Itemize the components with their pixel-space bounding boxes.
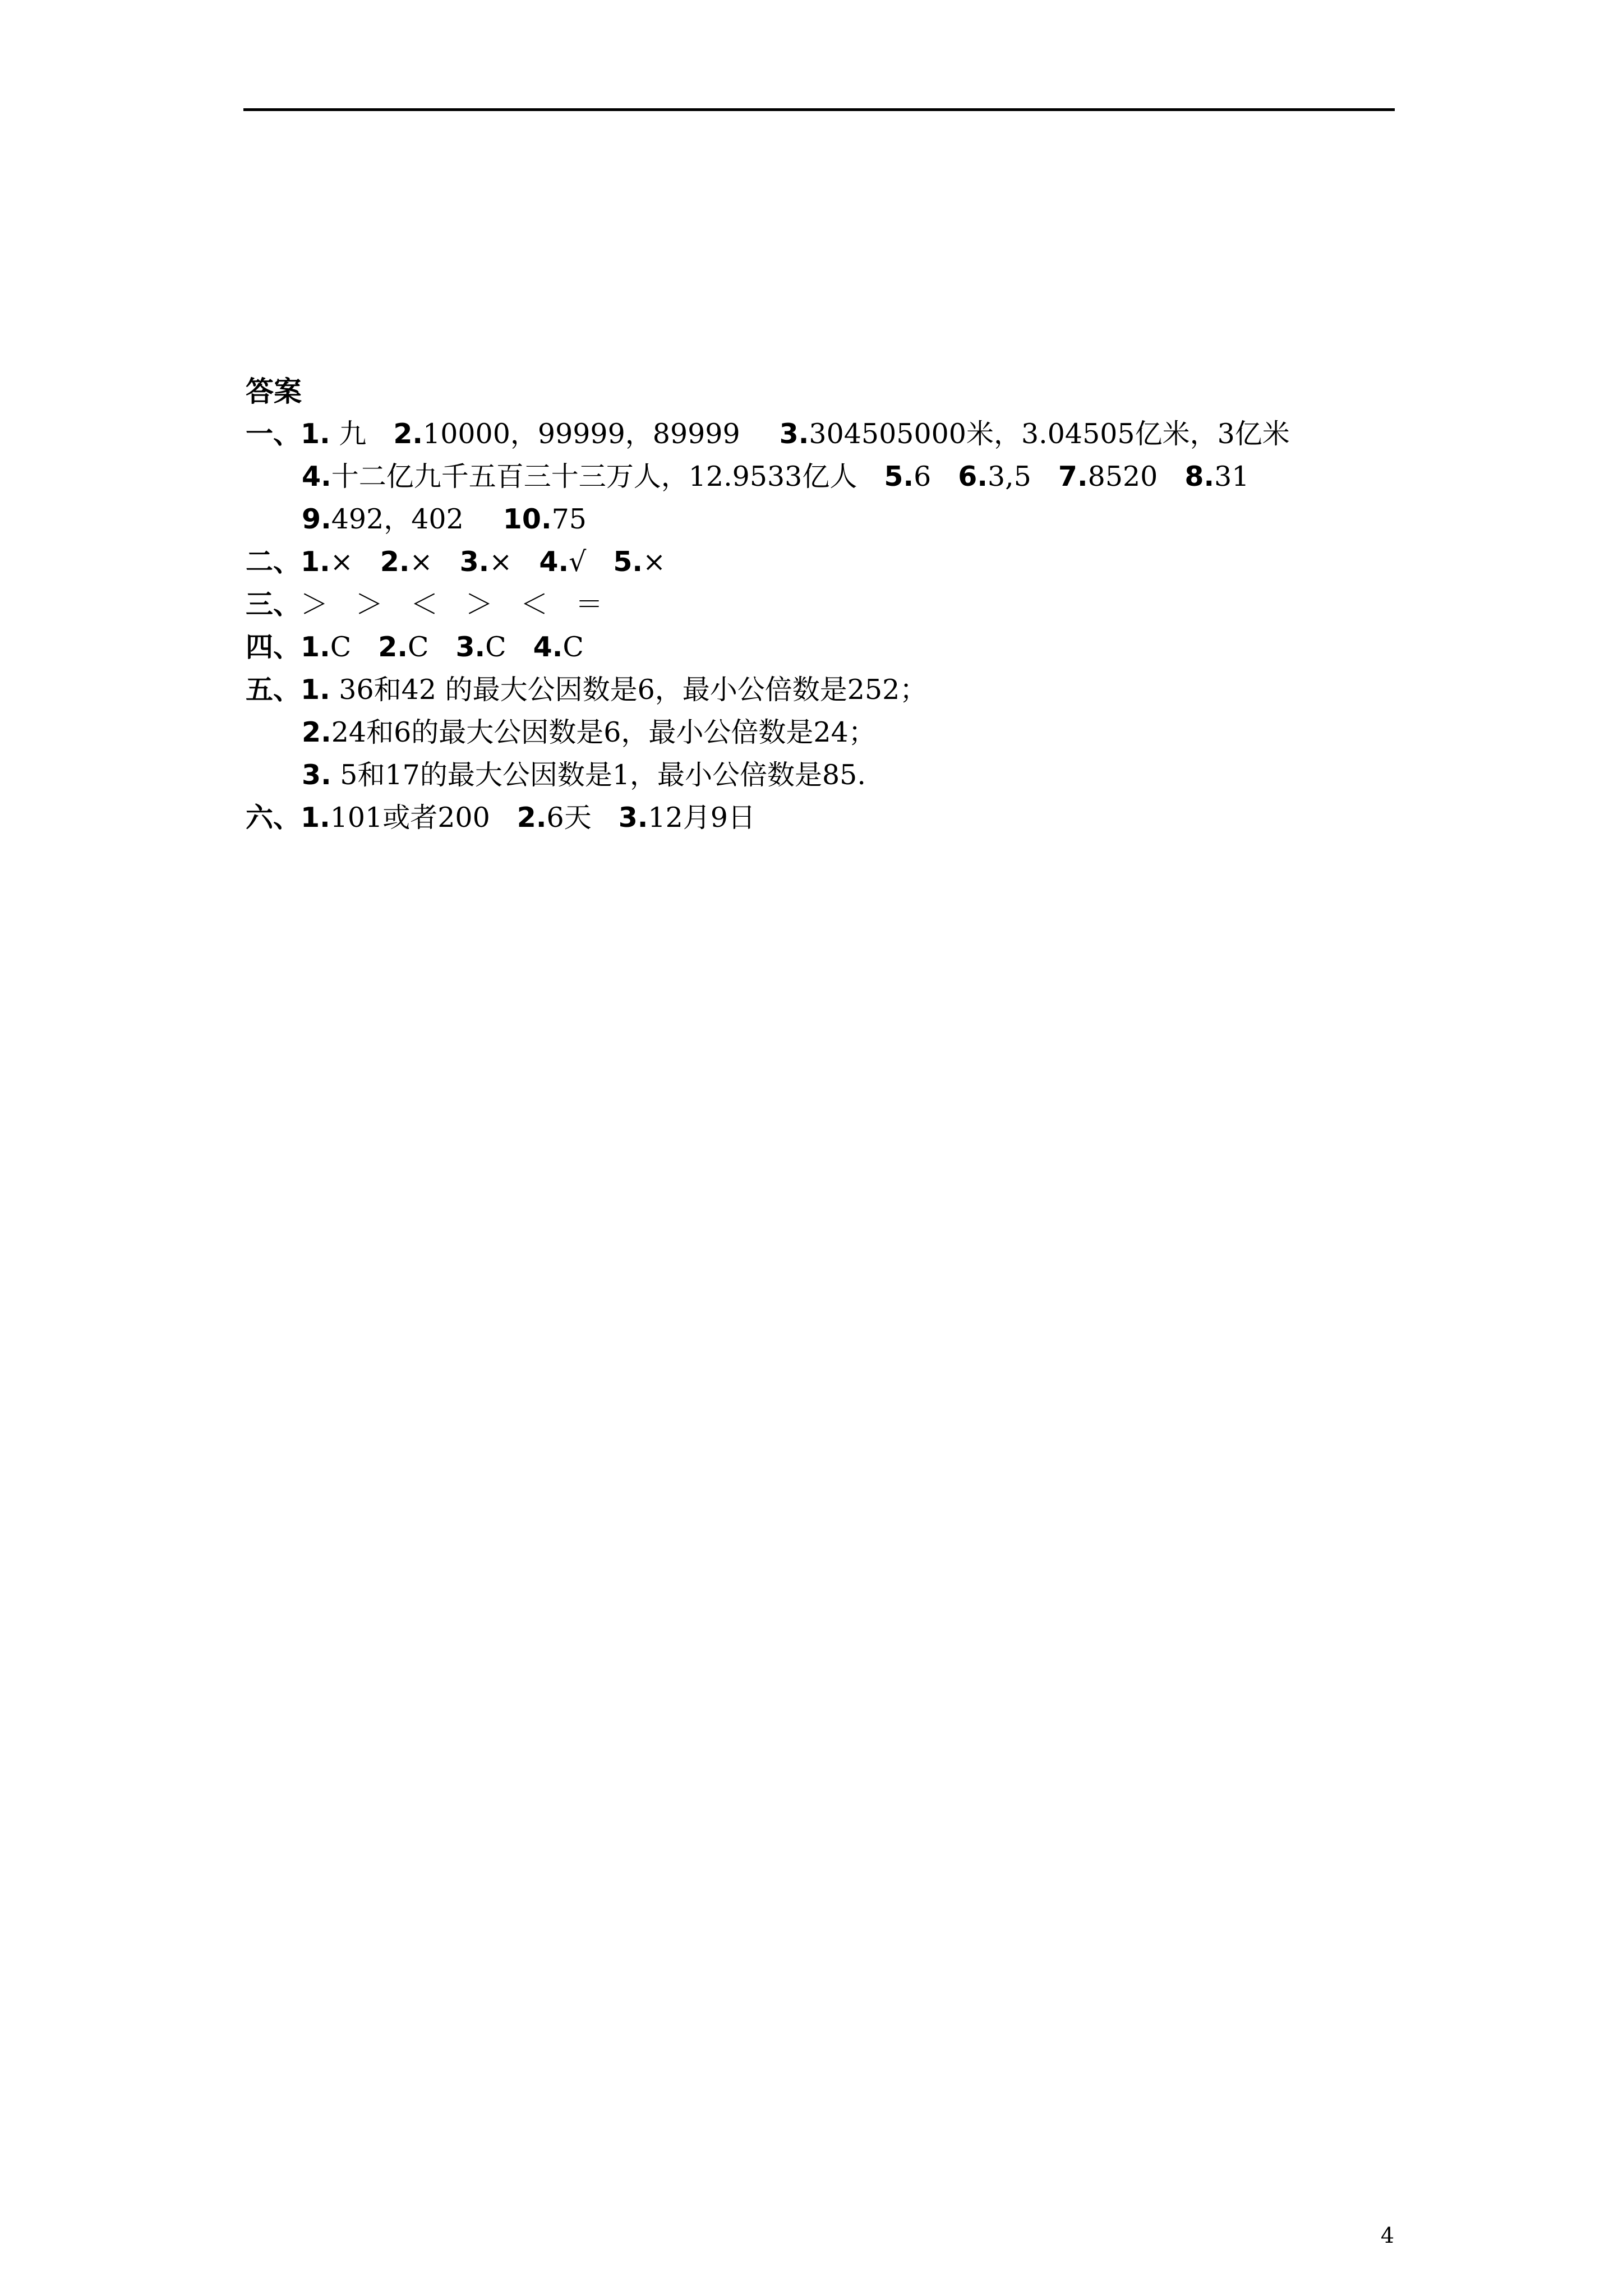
answer-text: 492，402 [331,503,464,535]
section-1-line-1 [246,413,1395,455]
item-number: 10. [502,503,552,535]
section-label: 一、 [246,418,301,450]
item-number: 3. [455,631,486,663]
item-number: 2. [378,631,408,663]
page-title: 答案 [246,375,302,408]
answer-text: C [562,631,584,663]
answer-text: 75 [551,503,587,535]
item-number: 3. [459,546,490,578]
section-2-line [246,541,1395,583]
answer-text: C [485,631,506,663]
answer-text: × [330,546,353,578]
answer-block [246,370,1395,839]
item-number: 4. [533,631,563,663]
section-3-line [246,583,1395,626]
section-6-line [246,797,1395,839]
answer-text: C [330,631,352,663]
section-1-line-3 [246,498,1395,541]
item-number: 2. [517,802,547,834]
section-label: 五、 [246,674,301,706]
item-number: 9. [302,503,331,535]
item-number: 1. [301,802,330,834]
item-number: 6. [958,461,988,493]
section-label: 二、 [246,546,301,578]
item-number: 2. [393,418,423,450]
header-rule [243,108,1395,111]
item-number: 1. [301,418,330,450]
answer-text: 3,5 [987,461,1031,493]
item-number: 2. [380,546,410,578]
answer-text: 36和42 的最大公因数是6，最小公倍数是252； [330,674,928,706]
section-label: 六、 [246,802,301,834]
answer-text: 304505000米，3.04505亿米，3亿米 [809,418,1290,450]
item-number: 2. [302,716,331,748]
item-number: 1. [301,546,330,578]
answer-text: 6天 [546,802,592,834]
answer-text: 24和6的最大公因数是6，最小公倍数是24； [331,716,876,748]
answer-text: 6 [914,461,932,493]
answer-text: × [643,546,666,578]
answer-text: 10000，99999，89999 [423,418,740,450]
item-number: 4. [302,461,331,493]
answer-text: √ [569,546,587,578]
answer-text: 8520 [1087,461,1158,493]
item-number: 1. [301,674,330,706]
answer-text: C [407,631,429,663]
answer-text: × [489,546,513,578]
item-number: 3. [302,759,331,791]
item-number: 3. [779,418,809,450]
answer-text: 12月9日 [648,802,755,834]
answer-text: 101或者200 [330,802,490,834]
answer-text: 31 [1214,461,1249,493]
answer-text: 5和17的最大公因数是1，最小公倍数是85. [331,759,866,791]
item-number: 1. [301,631,330,663]
answer-text: × [409,546,433,578]
section-5-line-1 [246,669,1395,711]
item-number: 5. [884,461,914,493]
item-number: 5. [613,546,643,578]
comparison-symbols: ＞ ＞ ＜ ＞ ＜ ＝ [301,588,603,620]
item-number: 7. [1058,461,1088,493]
section-4-line [246,626,1395,669]
item-number: 3. [618,802,648,834]
section-1-line-2 [246,455,1395,498]
answer-text: 十二亿九千五百三十三万人，12.9533亿人 [331,461,857,493]
answer-text: 九 [330,418,367,450]
page-number: 4 [1380,2223,1394,2248]
section-label: 四、 [246,631,301,663]
section-5-line-3 [246,754,1395,797]
item-number: 8. [1184,461,1215,493]
section-5-line-2 [246,711,1395,754]
item-number: 4. [539,546,569,578]
section-label: 三、 [246,588,301,620]
